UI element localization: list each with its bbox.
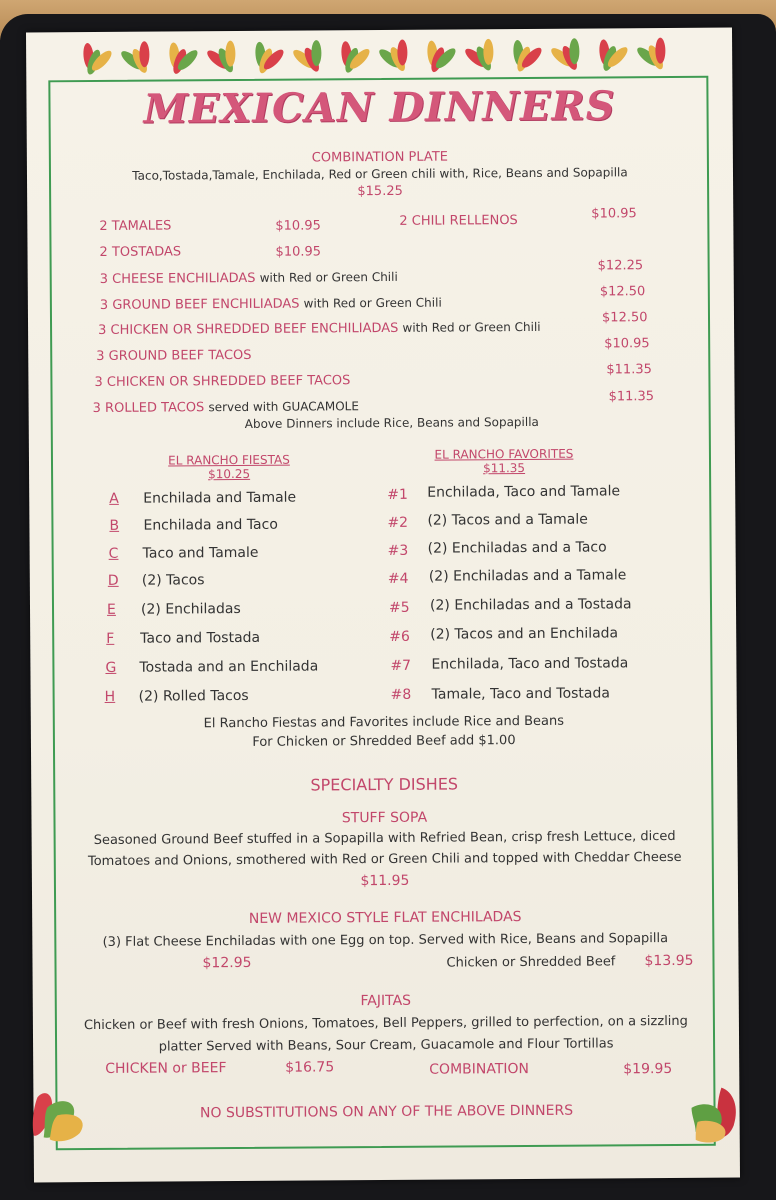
fiesta-code: C	[108, 545, 119, 562]
chili-pepper-icon	[245, 38, 287, 79]
fiesta-code: G	[105, 659, 117, 676]
chili-pepper-icon	[547, 34, 591, 77]
fiesta-item: Taco and Tamale	[142, 544, 259, 562]
favorite-code: #8	[390, 686, 412, 703]
favorite-item: (2) Enchiladas and a Tostada	[429, 596, 632, 614]
chili-pepper-icon	[461, 35, 505, 78]
chili-pepper-icon	[203, 37, 247, 80]
dinner-price: $10.95	[604, 336, 650, 352]
combination-heading: COMBINATION PLATE	[311, 149, 449, 166]
chicken-upcharge-note: For Chicken or Shredded Beef add $1.00	[252, 733, 516, 750]
favorite-item: (2) Enchiladas and a Tamale	[428, 567, 627, 585]
stuff-sopa-desc-1: Seasoned Ground Beef stuffed in a Sopapilla with Refried Bean, crisp fresh Lettuce, diced	[93, 828, 676, 849]
dinner-price: $12.25	[597, 258, 644, 274]
fiesta-item: (2) Enchiladas	[140, 600, 241, 618]
favorite-item: (2) Tacos and a Tamale	[427, 511, 588, 529]
chili-pepper-icon	[503, 37, 545, 78]
dinner-item: 3 ROLLED TACOS served with GUACAMOLE	[92, 399, 359, 417]
flat-enchiladas-alt-label: Chicken or Shredded Beef	[446, 954, 616, 971]
dinner-item: 2 TAMALES	[99, 218, 172, 234]
favorites-heading: EL RANCHO FAVORITES	[434, 446, 574, 462]
page-title: MEXICAN DINNERS	[143, 82, 616, 133]
fajitas-option-price: $16.75	[285, 1059, 335, 1076]
fiesta-item: Enchilada and Tamale	[143, 489, 297, 507]
dinner-item: 2 CHILI RELLENOS	[399, 213, 518, 229]
fiesta-item: (2) Rolled Tacos	[138, 687, 249, 705]
chili-pepper-icon	[117, 37, 161, 80]
chili-pepper-border-icon	[70, 30, 670, 84]
favorite-item: Tamale, Taco and Tostada	[431, 685, 611, 703]
fiestas-heading: EL RANCHO FIESTAS	[168, 452, 290, 468]
dinners-note: Above Dinners include Rice, Beans and Sopapilla	[244, 414, 539, 431]
chili-pepper-icon	[73, 40, 115, 81]
fiesta-item: Enchilada and Taco	[143, 516, 278, 534]
fiesta-code: A	[109, 490, 119, 507]
fiesta-code: F	[106, 630, 115, 647]
favorite-item: Enchilada, Taco and Tostada	[431, 655, 629, 673]
dinner-item: 3 CHICKEN OR SHREDDED BEEF ENCHILIADAS with Red or Green Chili	[98, 319, 541, 338]
fiesta-code: D	[107, 572, 119, 589]
fiestas-note: El Rancho Fiestas and Favorites include Rice and Beans	[203, 713, 565, 732]
favorite-item: (2) Tacos and an Enchilada	[430, 625, 619, 643]
fiesta-code: H	[104, 688, 116, 705]
dinner-price: $12.50	[599, 284, 646, 300]
dinner-price: $11.35	[608, 389, 655, 405]
flat-enchiladas-name: NEW MEXICO STYLE FLAT ENCHILADAS	[248, 909, 522, 927]
dinner-price: $11.35	[606, 362, 652, 378]
stuff-sopa-desc-2: Tomatoes and Onions, smothered with Red or Green Chili and topped with Cheddar Cheese	[87, 849, 682, 870]
dinner-item: 3 GROUND BEEF ENCHILIADAS with Red or Green Chili	[99, 295, 442, 313]
dinner-item: 2 TOSTADAS	[99, 244, 182, 260]
stuff-sopa-price: $11.95	[360, 872, 410, 890]
fajitas-name: FAJITAS	[360, 992, 412, 1010]
favorite-code: #5	[388, 599, 410, 616]
flat-enchiladas-price: $12.95	[202, 954, 252, 972]
favorite-code: #3	[387, 542, 409, 559]
chili-pepper-icon	[159, 39, 201, 80]
favorite-code: #1	[387, 486, 408, 503]
chili-pepper-icon	[331, 38, 373, 79]
dinner-price: $12.50	[601, 310, 648, 326]
combination-description: Taco,Tostada,Tamale, Enchilada, Red or Green chili with, Rice, Beans and Sopapilla	[132, 165, 628, 183]
favorite-code: #2	[387, 514, 409, 531]
dinner-item: 3 GROUND BEEF TACOS	[96, 347, 252, 364]
chili-pepper-icon	[417, 37, 459, 78]
dinner-price: $10.95	[275, 244, 322, 260]
flat-enchiladas-alt-price: $13.95	[644, 952, 694, 970]
combination-price: $15.25	[357, 183, 403, 200]
fiesta-code: B	[109, 517, 120, 534]
fiesta-item: Tostada and an Enchilada	[139, 658, 319, 676]
chili-pepper-icon	[289, 36, 333, 79]
dinner-item: 3 CHICKEN OR SHREDDED BEEF TACOS	[94, 373, 351, 391]
chili-pepper-icon	[375, 36, 419, 79]
fajitas-desc-2: platter Served with Beans, Sour Cream, Guacamole and Flour Tortillas	[158, 1036, 614, 1055]
fiesta-code: E	[106, 601, 116, 618]
chili-pepper-icon	[633, 34, 671, 77]
fiesta-item: (2) Tacos	[141, 572, 205, 589]
stuff-sopa-name: STUFF SOPA	[341, 809, 428, 827]
flat-enchiladas-desc: (3) Flat Cheese Enchiladas with one Egg on top. Served with Rice, Beans and Sopapilla	[102, 931, 669, 950]
menu-page	[26, 28, 740, 1183]
favorite-item: (2) Enchiladas and a Taco	[427, 539, 607, 557]
fajitas-combo-price: $19.95	[623, 1060, 673, 1078]
favorite-code: #7	[390, 657, 412, 674]
favorite-code: #4	[387, 570, 409, 587]
dinner-item: 3 CHEESE ENCHILIADAS with Red or Green Chili	[99, 269, 398, 287]
fiestas-price: $10.25	[208, 466, 251, 482]
fiesta-item: Taco and Tostada	[140, 629, 261, 647]
favorite-item: Enchilada, Taco and Tamale	[427, 483, 621, 501]
fajitas-desc-1: Chicken or Beef with fresh Onions, Tomatoes, Bell Peppers, grilled to perfection, on a sizzling	[83, 1013, 688, 1034]
fajitas-combo-label: COMBINATION	[429, 1060, 530, 1078]
dinner-price: $10.95	[275, 218, 321, 234]
favorites-price: $11.35	[482, 461, 526, 476]
dinner-price: $10.95	[591, 206, 637, 222]
no-substitutions-notice: NO SUBSTITUTIONS ON ANY OF THE ABOVE DINNERS	[199, 1102, 574, 1122]
chili-pepper-icon	[589, 36, 631, 77]
specialty-heading: SPECIALTY DISHES	[310, 774, 459, 795]
fajitas-option-label: CHICKEN or BEEF	[105, 1060, 227, 1077]
favorite-code: #6	[389, 628, 410, 645]
